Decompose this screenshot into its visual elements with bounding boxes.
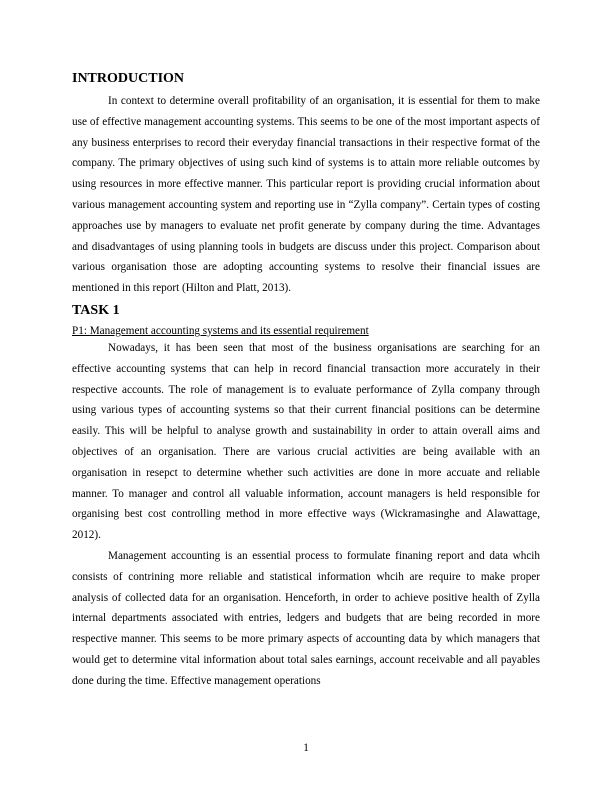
introduction-paragraph: In context to determine overall profitability of an organisation, it is essential for them to make use of effective management accounting systems. This seems to be one of the most important aspects of any business enterprises to record their everyday financial transactions in their respective format of the company. The primary objectives of using such kind of systems is to attain more reliable outcomes by using resources in more effective manner. This particular report is providing crucial information about various management accounting system and reporting use in “Zylla company”. Certain types of costing approaches use by managers to evaluate net profit generate by company during the time. Advantages and disadvantages of using planning tools in budgets are discuss under this project. Comparison about various organisation those are adopting accounting systems to resolve their financial issues are mentioned in this report (Hilton and Platt, 2013). xyxy=(72,95,540,295)
task-1-heading: TASK 1 xyxy=(72,302,120,318)
task-1-paragraph-2: Management accounting is an essential process to formulate finaning report and data whcih consists of contrining more reliable and statistical information whcih are require to make proper analysis of collected data for an organisation. Henceforth, in order to achieve positive health of Zylla internal departments associated with entries, ledgers and budgets that are being recorded in more respective manner. This seems to be more primary aspects of accounting data by which managers that would get to determine vital information about total sales earnings, account receivable and all payables done during the time. Effective management operations xyxy=(72,549,540,687)
task-1-paragraph-1: Nowadays, it has been seen that most of the business organisations are searching for an effective accounting systems that can help in record financial transaction more accurately in their respective accounts. The role of management is to evaluate performance of Zylla company through using various types of accounting systems so that their current financial positions can be determine easily. This will be helpful to analyse growth and sustainability in order to attain overall aims and objectives of an organisation. There are various crucial activities are being available with an organisation in resepct to determine whether such activities are done in more accuate and reliable manner. To manager and control all valuable information, account managers is held responsible for organising best cost controlling method in more effective ways (Wickramasinghe and Alawattage, 2012). xyxy=(72,341,540,542)
introduction-heading: INTRODUCTION xyxy=(72,71,185,86)
page-number: 1 xyxy=(303,742,309,754)
document-page xyxy=(72,70,540,692)
p1-subheading: P1: Management accounting systems and its essential requirement xyxy=(72,324,369,337)
